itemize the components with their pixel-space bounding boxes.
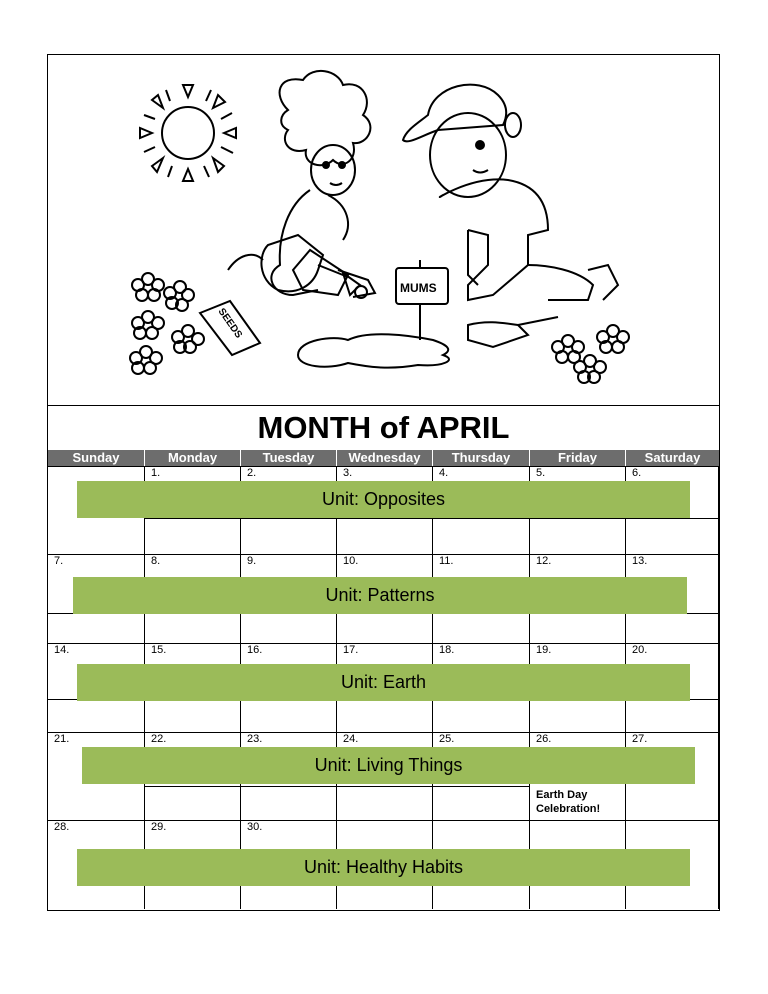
- puddle-icon: [298, 334, 449, 367]
- calendar-grid: [48, 450, 719, 909]
- sign-icon: [396, 260, 448, 340]
- day-number: 4.: [439, 467, 449, 479]
- day-number: 17.: [343, 644, 359, 656]
- day-number: 13.: [632, 555, 648, 567]
- unit-band-patterns: Unit: Patterns: [73, 577, 687, 614]
- day-number: 6.: [632, 467, 642, 479]
- unit-band-living-things: Unit: Living Things: [82, 747, 695, 784]
- unit-band-opposites: Unit: Opposites: [77, 481, 690, 518]
- day-number: 15.: [151, 644, 167, 656]
- week-row-4: [48, 732, 719, 820]
- day-number: 27.: [632, 733, 648, 745]
- week-row-1: [48, 466, 719, 554]
- sign-label: MUMS: [400, 281, 437, 295]
- weekday-saturday: Saturday: [644, 450, 701, 465]
- watering-can-icon: [261, 235, 360, 295]
- day-number: 11.: [439, 555, 454, 567]
- week-row-3: [48, 643, 719, 732]
- day-number: 26.: [536, 733, 552, 745]
- day-number: 21.: [54, 733, 70, 745]
- day-number: 29.: [151, 821, 167, 833]
- day-number: 28.: [54, 821, 70, 833]
- weekday-sunday: Sunday: [48, 450, 145, 466]
- unit-band-earth: Unit: Earth: [77, 664, 690, 701]
- flowers-left-icon: [130, 273, 204, 374]
- day-number: 1.: [151, 467, 161, 479]
- day-number: 3.: [343, 467, 353, 479]
- day-number: 19.: [536, 644, 552, 656]
- weekday-header: [48, 450, 719, 466]
- sun-icon: [140, 85, 236, 181]
- calendar-page: [47, 54, 720, 911]
- day-number: 12.: [536, 555, 552, 567]
- day-number: 24.: [343, 733, 359, 745]
- day-number: 25.: [439, 733, 455, 745]
- day-number: 9.: [247, 555, 257, 567]
- coloring-illustration: [48, 55, 719, 406]
- day-number: 7.: [54, 555, 64, 567]
- weekday-thursday: Thursday: [433, 450, 530, 466]
- flowers-right-icon: [552, 325, 629, 383]
- boy-figure: [403, 85, 618, 347]
- weekday-wednesday: Wednesday: [337, 450, 433, 466]
- day-number: 2.: [247, 467, 257, 479]
- weekday-tuesday: Tuesday: [241, 450, 337, 466]
- page-title: MONTH of APRIL: [257, 410, 510, 445]
- children-gardening-drawing: [48, 55, 719, 405]
- week-row-5: [48, 820, 719, 909]
- day-number: 18.: [439, 644, 455, 656]
- day-number: 20.: [632, 644, 648, 656]
- day-number: 16.: [247, 644, 263, 656]
- girl-figure: [228, 71, 375, 298]
- weekday-monday: Monday: [145, 450, 241, 466]
- seeds-label: SEEDS: [215, 306, 245, 341]
- day-number: 5.: [536, 467, 546, 479]
- day-number: 10.: [343, 555, 359, 567]
- weekday-friday: Friday: [530, 450, 626, 466]
- unit-band-healthy-habits: Unit: Healthy Habits: [77, 849, 690, 886]
- day-number: 22.: [151, 733, 167, 745]
- day-number: 23.: [247, 733, 263, 745]
- earth-day-event-line2: Celebration!: [536, 803, 601, 815]
- week-row-2: [48, 554, 719, 643]
- day-number: 8.: [151, 555, 161, 567]
- earth-day-event-line1: Earth Day: [536, 789, 588, 801]
- day-number: 14.: [54, 644, 70, 656]
- day-number: 30.: [247, 821, 263, 833]
